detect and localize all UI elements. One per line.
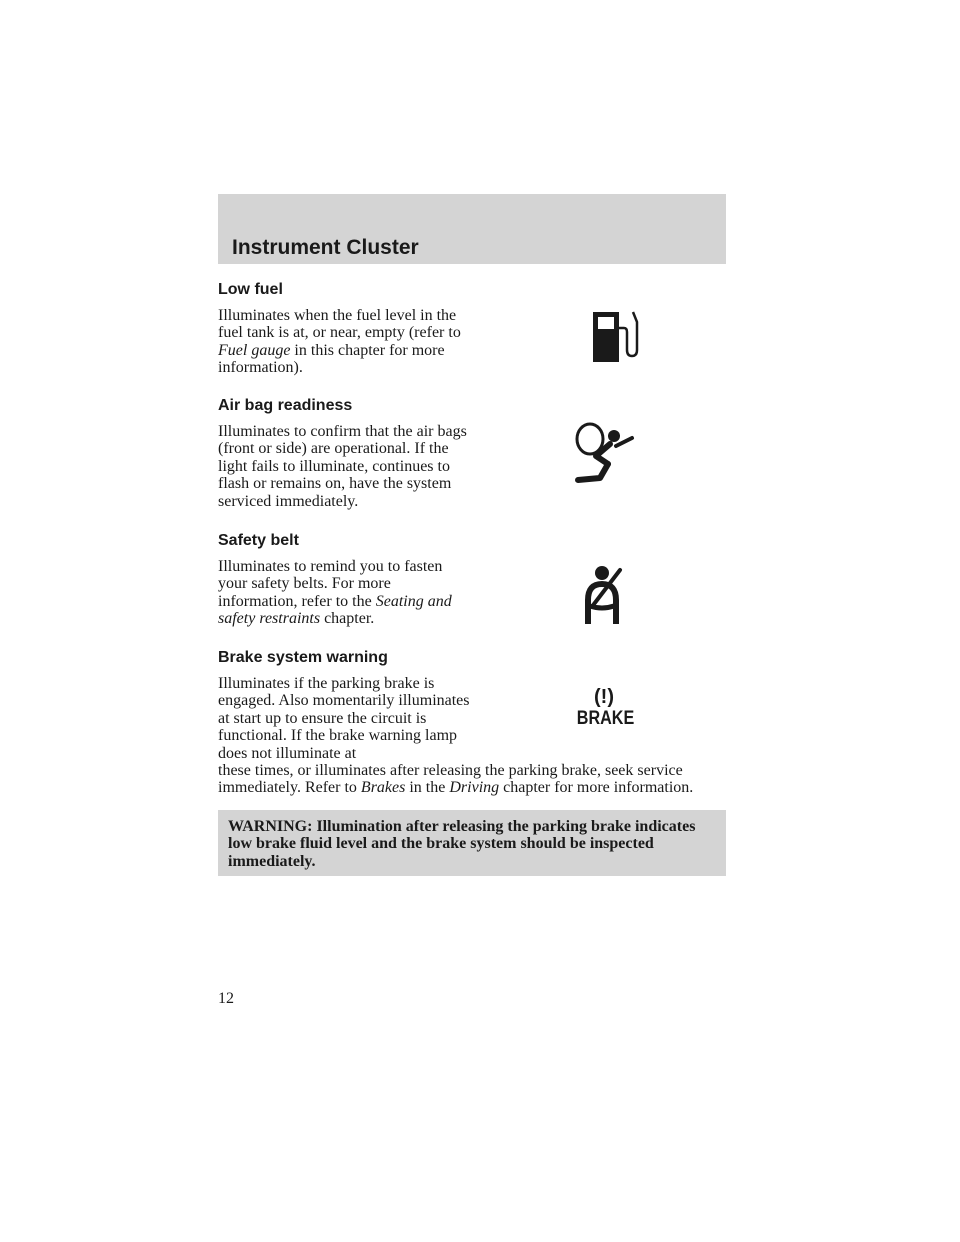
text-part: these times, or illuminates after releasing the parking brake, seek service immediately. Refer to [218,762,683,797]
fuel-pump-icon [590,306,642,364]
section-text-brake-narrow: Illuminates if the parking brake is engaged. Also momentarily illuminates at start up to ensure the circuit is functional. If the brake warning lamp does not illuminate at [218,675,470,762]
text-part: chapter for more information. [499,779,694,797]
page-number: 12 [218,990,234,1007]
section-text-air-bag: Illuminates to confirm that the air bags (front or side) are operational. If the light fails to illuminate, continues to flash or remains on, have the system serviced immediately. [218,423,467,510]
page-title: Instrument Cluster [232,236,419,259]
seatbelt-icon [578,564,628,626]
section-air-bag [218,396,726,510]
warning-box [218,810,726,876]
chapter-header [218,194,726,264]
section-safety-belt [218,531,726,628]
brake-warning-icon [572,686,636,730]
text-part: Illuminates when the fuel level in the fuel tank is at, or near, empty (refer to [218,307,461,342]
airbag-icon [572,422,638,484]
section-brake [218,648,726,797]
section-low-fuel [218,280,726,377]
cross-reference-driving: Driving [449,779,500,797]
section-title-brake: Brake system warning [218,649,388,666]
section-title-safety-belt: Safety belt [218,532,299,549]
brake-symbol: (!) [594,686,614,708]
cross-reference-brakes: Brakes [360,779,406,797]
cross-reference-fuel-gauge: Fuel gauge [218,341,291,359]
section-text-safety-belt [218,558,473,628]
section-title-low-fuel: Low fuel [218,281,283,298]
brake-label: BRAKE [576,708,635,729]
text-part: chapter. [320,610,375,628]
text-part: Illuminates to remind you to fasten your safety belts. For more information, refer to the [218,558,443,610]
text-part: in this chapter for more information). [218,341,445,377]
cross-reference-seating: Seating and safety restraints [218,592,452,628]
section-text-brake-wide [218,762,726,797]
section-title-air-bag: Air bag readiness [218,397,353,414]
warning-text: WARNING: Illumination after releasing the parking brake indicates low brake fluid level and the brake system should be inspected immediately. [228,818,696,870]
section-text-low-fuel [218,307,473,377]
text-part: in the [405,779,450,797]
